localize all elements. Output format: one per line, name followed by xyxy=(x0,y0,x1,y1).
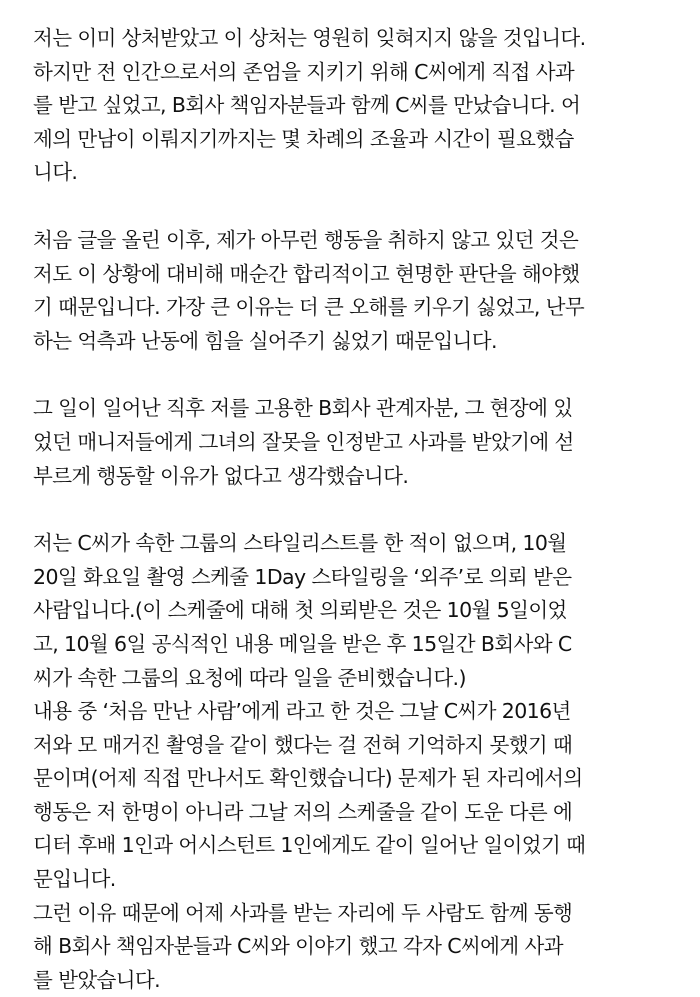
paragraph-1-line-3: 를 받고 싶었고, B회사 책임자분들과 함께 C씨를 만났습니다. 어 xyxy=(33,93,581,118)
paragraph-4-line-7: 저와 모 매거진 촬영을 같이 했다는 걸 전혀 기억하지 못했기 때 xyxy=(33,732,573,757)
paragraph-4 xyxy=(33,527,670,997)
paragraph-2-line-2: 저도 이 상황에 대비해 매순간 합리적이고 현명한 판단을 해야했 xyxy=(33,261,580,286)
paragraph-4-line-9: 행동은 저 한명이 아니라 그날 저의 스케줄을 같이 도운 다른 에 xyxy=(33,799,573,824)
paragraph-4-line-11: 문입니다. xyxy=(33,867,116,892)
paragraph-2 xyxy=(33,224,670,358)
paragraph-1-line-5: 니다. xyxy=(33,160,78,185)
paragraph-4-line-4: 고, 10월 6일 공식적인 내용 메일을 받은 후 15일간 B회사와 C xyxy=(33,631,572,656)
paragraph-1-line-4: 제의 만남이 이뤄지기까지는 몇 차례의 조율과 시간이 필요했습 xyxy=(33,126,574,151)
paragraph-4-line-10: 디터 후배 1인과 어시스턴트 1인에게도 같이 일어난 일이었기 때 xyxy=(33,833,586,858)
paragraph-4-line-6: 내용 중 ‘처음 만난 사람’에게 라고 한 것은 그날 C씨가 2016년 xyxy=(33,699,571,724)
paragraph-4-line-13: 해 B회사 책임자분들과 C씨와 이야기 했고 각자 C씨에게 사과 xyxy=(33,934,563,959)
paragraph-4-line-5: 씨가 속한 그룹의 요청에 따라 일을 준비했습니다.) xyxy=(33,665,466,690)
paragraph-4-line-14: 를 받았습니다. xyxy=(33,967,161,992)
paragraph-2-line-4: 하는 억측과 난동에 힘을 실어주기 싫었기 때문입니다. xyxy=(33,328,497,353)
paragraph-4-line-1: 저는 C씨가 속한 그룹의 스타일리스트를 한 적이 없으며, 10월 xyxy=(33,531,567,556)
paragraph-1-line-1: 저는 이미 상처받았고 이 상처는 영원히 잊혀지지 않을 것입니다. xyxy=(33,26,586,50)
paragraph-1-line-2: 하지만 전 인간으로서의 존엄을 지키기 위해 C씨에게 직접 사과 xyxy=(33,59,575,84)
paragraph-3-line-3: 부르게 행동할 이유가 없다고 생각했습니다. xyxy=(33,463,409,488)
paragraph-4-line-8: 문이며(어제 직접 만나서도 확인했습니다) 문제가 된 자리에서의 xyxy=(33,766,583,791)
paragraph-4-line-3: 사람입니다.(이 스케줄에 대해 첫 의뢰받은 것은 10월 5일이었 xyxy=(33,598,567,623)
paragraph-4-line-12: 그런 이유 때문에 어제 사과를 받는 자리에 두 사람도 함께 동행 xyxy=(33,900,573,925)
paragraph-2-line-1: 처음 글을 올린 이후, 제가 아무런 행동을 취하지 않고 있던 것은 xyxy=(33,227,579,252)
paragraph-3-line-1: 그 일이 일어난 직후 저를 고용한 B회사 관계자분, 그 현장에 있 xyxy=(33,396,573,421)
paragraph-3 xyxy=(33,392,670,493)
paragraph-4-line-2: 20일 화요일 촬영 스케줄 1Day 스타일링을 ‘외주’로 의뢰 받은 xyxy=(33,564,572,589)
paragraph-1 xyxy=(33,22,670,190)
paragraph-2-line-3: 기 때문입니다. 가장 큰 이유는 더 큰 오해를 키우기 싫었고, 난무 xyxy=(33,295,585,320)
paragraph-3-line-2: 었던 매니저들에게 그녀의 잘못을 인정받고 사과를 받았기에 섣 xyxy=(33,429,574,454)
